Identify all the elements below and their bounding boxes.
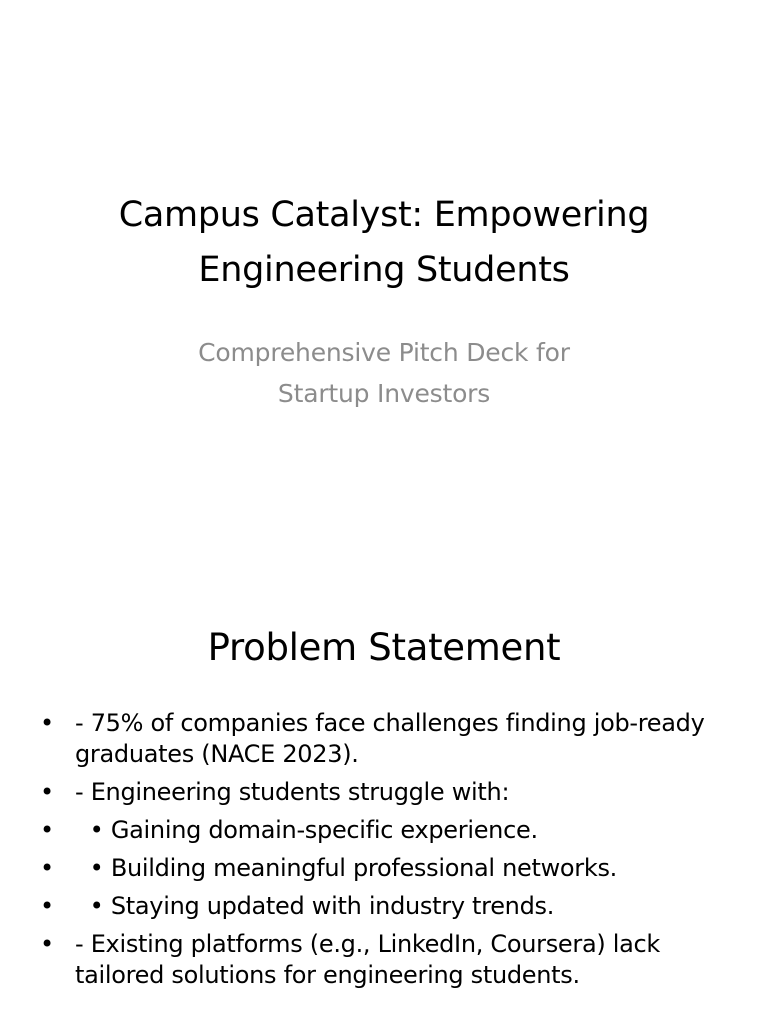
list-item [40,853,740,884]
bullet-text: • Gaining domain-specific experience. [75,816,538,844]
slide-subtitle-line-1: Comprehensive Pitch Deck for [198,338,570,367]
bullet-icon: • [40,709,54,737]
bullet-icon: • [40,930,54,958]
list-item [40,708,740,770]
slide-title [40,188,728,298]
list-item [40,929,740,991]
list-item [40,777,740,808]
slide-subtitle-line-2: Startup Investors [277,379,491,408]
bullet-icon: • [40,854,54,882]
bullet-icon: • [40,778,54,806]
bullet-icon: • [40,892,54,920]
bullet-text: - Engineering students struggle with: [75,778,510,806]
bullet-text: - 75% of companies face challenges finding job-ready graduates (NACE 2023). [75,709,705,768]
list-item [40,891,740,922]
slide-title-line-1: Campus Catalyst: Empowering [118,195,650,235]
bullet-text: • Staying updated with industry trends. [75,892,555,920]
bullet-text: • Building meaningful professional networks. [75,854,618,882]
problem-bullet-list [40,708,740,998]
list-item [40,815,740,846]
slide-subtitle [120,332,648,414]
slide-title-line-2: Engineering Students [198,250,570,290]
problem-statement-heading: Problem Statement [207,626,561,669]
bullet-text: - Existing platforms (e.g., LinkedIn, Coursera) lack tailored solutions for engineering students. [75,930,661,989]
bullet-icon: • [40,816,54,844]
